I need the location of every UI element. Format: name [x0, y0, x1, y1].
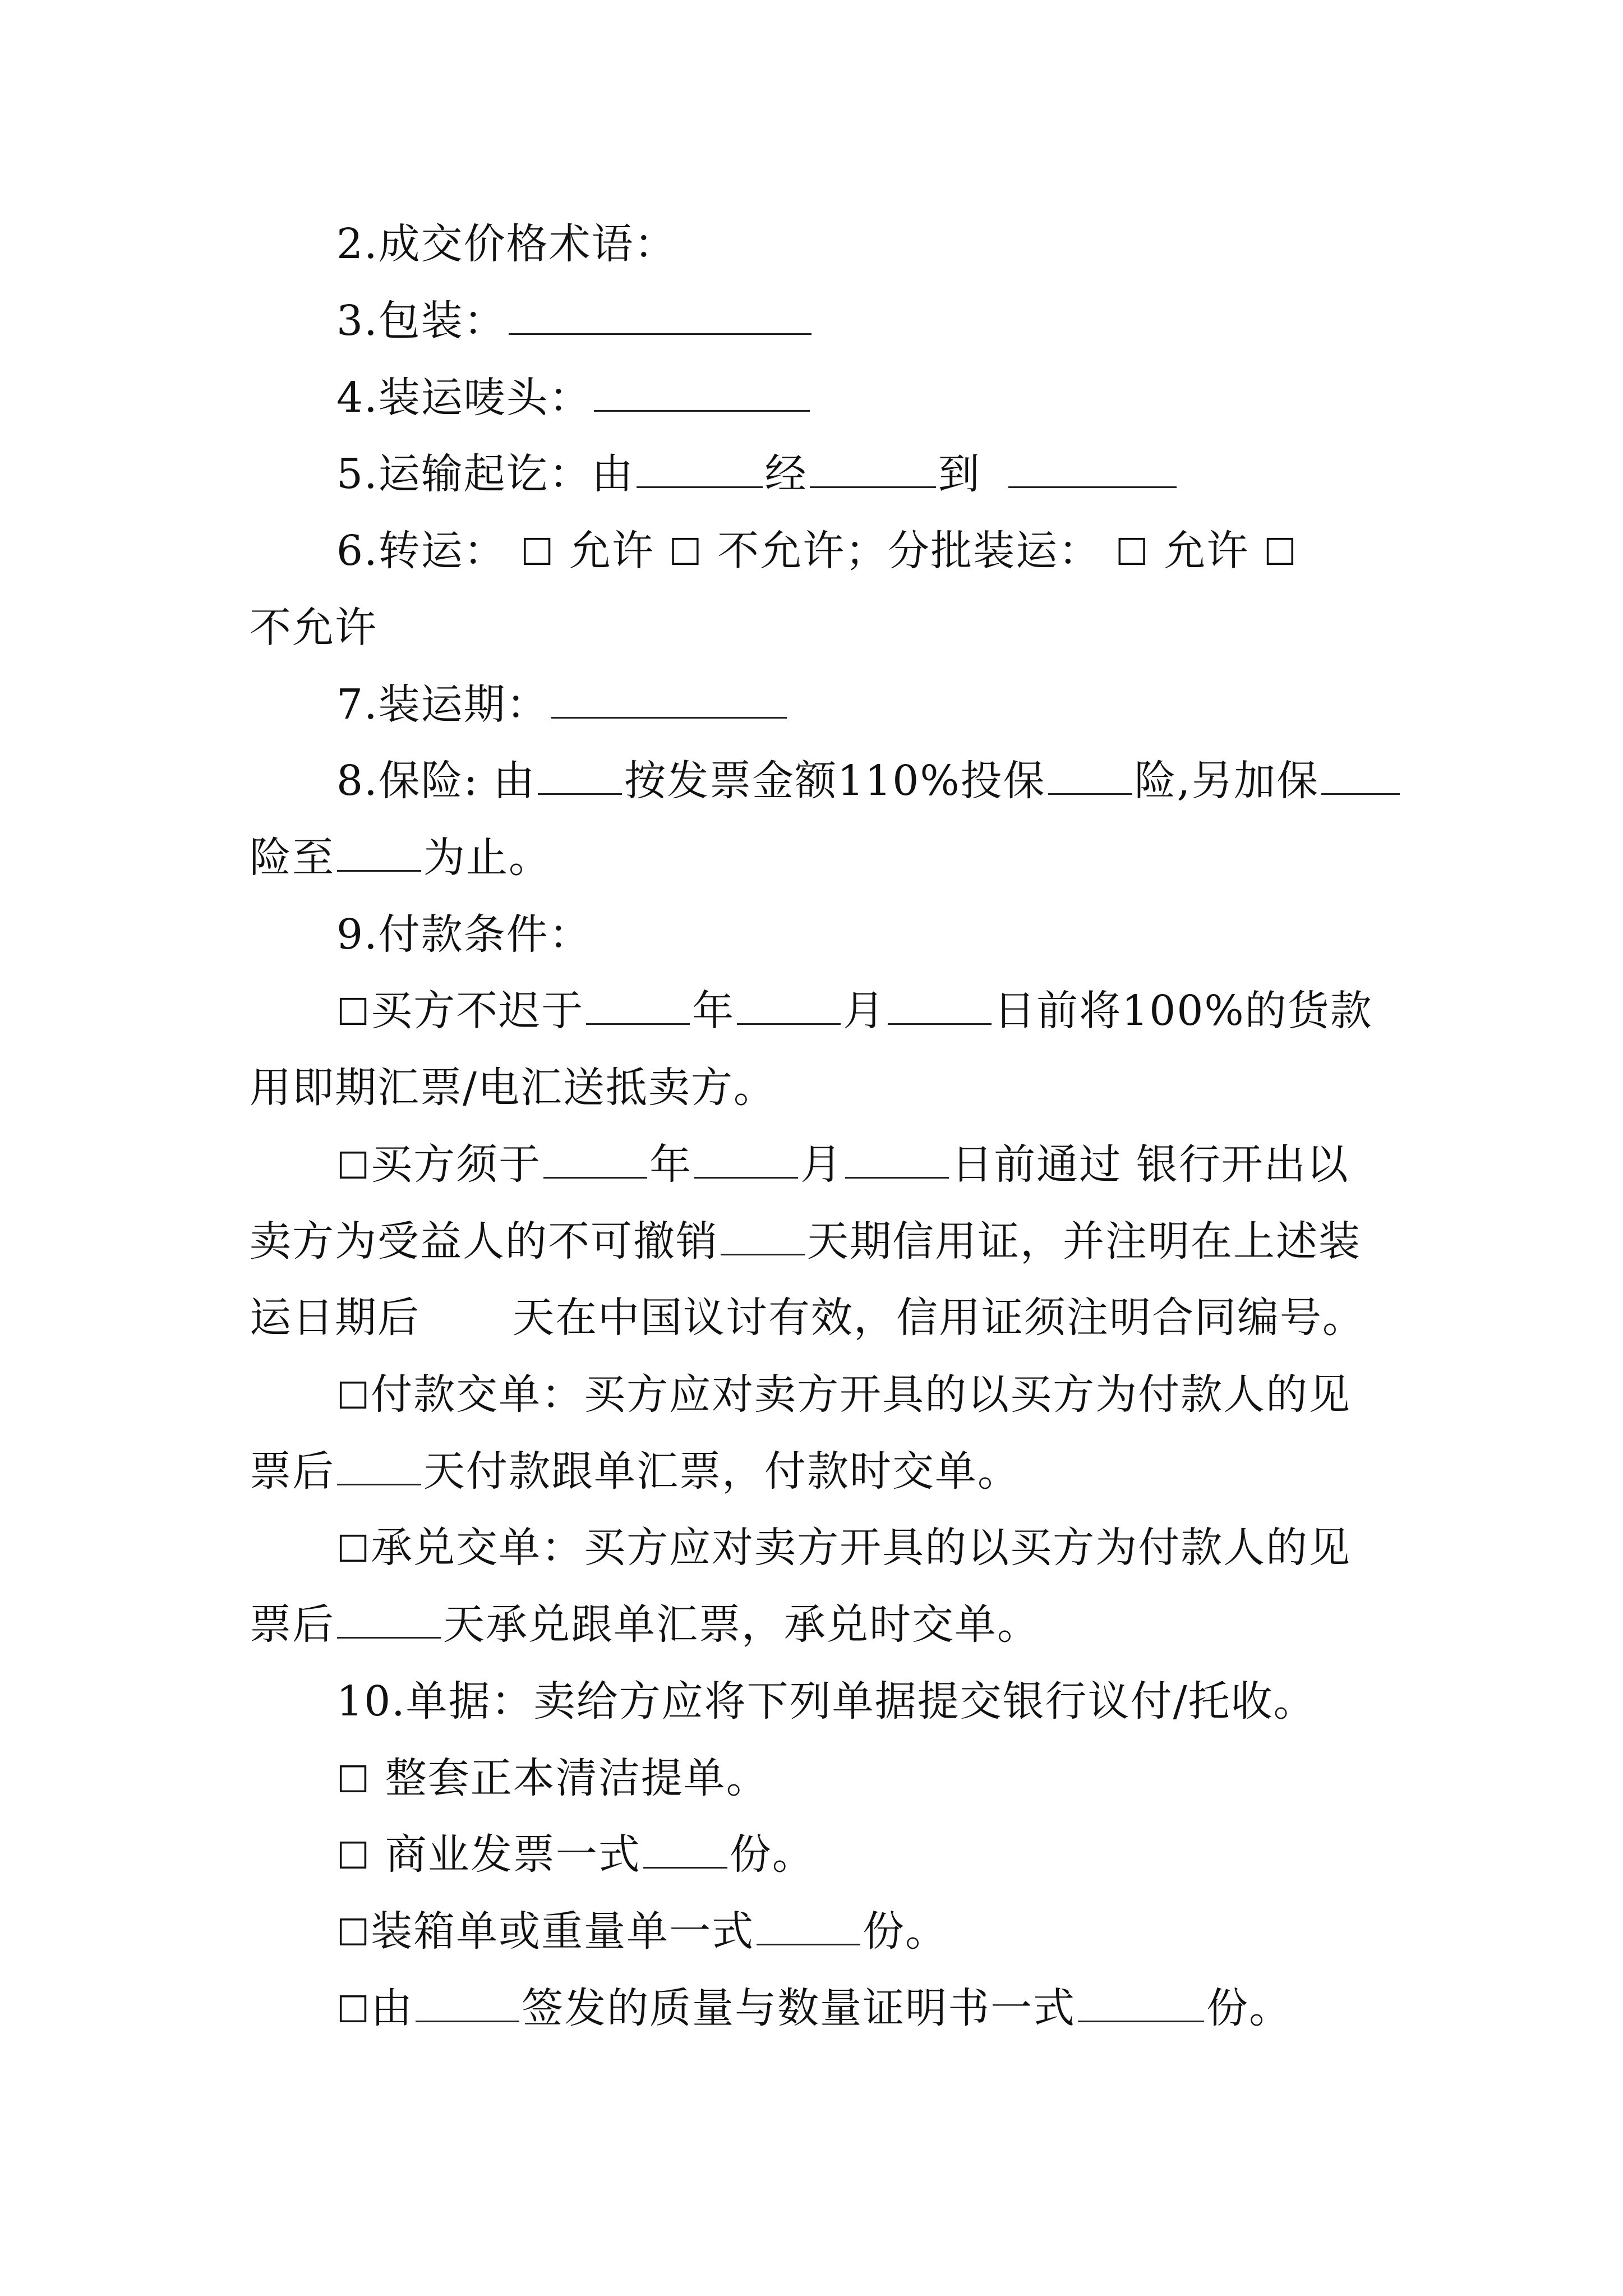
- payment-option-4-days-field[interactable]: [337, 1598, 441, 1639]
- payment-option-2-wrap-1: [250, 1213, 1361, 1269]
- transshipment-allowed-label: 允许: [569, 527, 654, 575]
- document-4-copies-field[interactable]: [1078, 1981, 1204, 2022]
- payment-option-2: [336, 1137, 1349, 1193]
- insurance-label: 8.保险:: [336, 757, 479, 805]
- payment-option-2-text: 买方须于: [371, 1140, 542, 1189]
- document-4-text-b: 签发的质量与数量证明书一式: [522, 1984, 1076, 2032]
- payment-option-1-month-label: 月: [843, 987, 886, 1035]
- payment-option-4: [336, 1520, 1351, 1576]
- payment-option-2-text-b: 日前通过 银行开出以: [951, 1140, 1349, 1189]
- document-4-checkbox[interactable]: ☐: [336, 1988, 371, 2031]
- item-insurance: [336, 753, 1402, 809]
- partial-shipment-label: ；分批装运：: [845, 527, 1101, 575]
- payment-option-3-wrap: [250, 1443, 1020, 1499]
- payment-option-4-wrap: [250, 1596, 1040, 1653]
- payment-option-3-text-b: 票后: [250, 1447, 335, 1496]
- insurance-end-label: 为止。: [423, 834, 551, 882]
- item-shipment-period: [336, 677, 789, 733]
- document-1-text: 整套正本清洁提单。: [385, 1754, 769, 1802]
- document-3-text: 装箱单或重量单一式: [371, 1907, 755, 1955]
- payment-option-3-checkbox[interactable]: ☐: [336, 1374, 371, 1418]
- item-marks: [336, 370, 812, 426]
- document-4: [336, 1980, 1292, 2036]
- payment-option-2-checkbox[interactable]: ☐: [336, 1144, 371, 1188]
- partial-not-allowed-checkbox[interactable]: ☐: [1263, 531, 1298, 574]
- payment-option-2-day-field[interactable]: [845, 1138, 949, 1179]
- packing-field[interactable]: [509, 294, 811, 335]
- insurance-until-field[interactable]: [337, 831, 421, 872]
- document-1-checkbox[interactable]: ☐: [336, 1758, 371, 1801]
- document-1: [336, 1750, 769, 1806]
- insurance-additional-field[interactable]: [1321, 754, 1400, 795]
- packing-label: 3.包装：: [336, 297, 506, 345]
- route-from-field[interactable]: [637, 447, 763, 488]
- marks-field[interactable]: [594, 371, 810, 412]
- documents-title: 10.单据：卖给方应将下列单据提交银行议付/托收。: [336, 1677, 1316, 1726]
- payment-option-2-text-d: 天期信用证，并注明在上述装: [807, 1217, 1361, 1266]
- insurance-basis-label: 按发票金额110%投保: [624, 757, 1046, 805]
- payment-option-4-text: 承兑交单：买方应对卖方开具的以买方为付款人的见: [371, 1524, 1352, 1572]
- payment-option-1-day-field[interactable]: [888, 984, 992, 1025]
- payment-option-1-text-c: 用即期汇票/电汇送抵卖方。: [250, 1064, 776, 1112]
- transshipment-not-allowed-label: 不允许: [717, 527, 846, 575]
- marks-label: 4.装运唛头：: [336, 374, 592, 422]
- insurance-risk-field[interactable]: [1048, 754, 1132, 795]
- item-price-term: [336, 216, 677, 272]
- payment-option-4-text-c: 天承兑跟单汇票，承兑时交单。: [443, 1600, 1040, 1649]
- payment-option-4-text-b: 票后: [250, 1600, 335, 1649]
- payment-option-2-text-f: 天在中国议讨有效，信用证须注明合同编号。: [513, 1294, 1365, 1342]
- payment-option-2-text-c: 卖方为受益人的不可撤销: [250, 1217, 718, 1266]
- payment-option-1-month-field[interactable]: [737, 984, 841, 1025]
- route-via-field[interactable]: [810, 447, 936, 488]
- document-4-issuer-field[interactable]: [416, 1981, 519, 2022]
- document-4-text-c: 份。: [1206, 1984, 1292, 2032]
- insurance-additional-label: 险,另加保: [1134, 757, 1320, 805]
- document-2-text: 商业发票一式: [385, 1830, 641, 1879]
- document-2-checkbox[interactable]: ☐: [336, 1834, 371, 1878]
- payment-option-2-month-label: 月: [800, 1140, 843, 1189]
- transshipment-not-allowed-checkbox[interactable]: ☐: [668, 531, 703, 574]
- payment-option-1-wrap: [250, 1060, 776, 1116]
- document-2: [336, 1826, 815, 1883]
- payment-option-1-checkbox[interactable]: ☐: [336, 991, 371, 1034]
- payment-option-2-year-field[interactable]: [543, 1138, 647, 1179]
- payment-option-3: [336, 1366, 1351, 1423]
- document-2-copies-field[interactable]: [643, 1828, 727, 1869]
- payment-option-2-wrap-2: [250, 1290, 1365, 1346]
- item-route: [336, 446, 1179, 502]
- route-label: 5.运输起讫：由: [336, 450, 634, 498]
- document-4-text: 由: [371, 1984, 414, 2032]
- item-documents: [336, 1673, 1316, 1729]
- item-packing: [336, 293, 814, 349]
- partial-allowed-label: 允许: [1164, 527, 1249, 575]
- document-3-text-b: 份。: [863, 1907, 948, 1955]
- payment-option-2-year-label: 年: [649, 1140, 693, 1189]
- transshipment-allowed-checkbox[interactable]: ☐: [520, 531, 555, 574]
- insurance-insurer-field[interactable]: [538, 754, 622, 795]
- payment-option-1-year-field[interactable]: [586, 984, 690, 1025]
- insurance-until-label: 险至: [250, 834, 335, 882]
- payment-option-3-days-field[interactable]: [337, 1444, 421, 1485]
- partial-not-allowed-label: 不允许: [250, 604, 377, 652]
- payment-option-1-year-label: 年: [692, 987, 735, 1035]
- payment-option-3-text: 付款交单：买方应对卖方开具的以买方为付款人的见: [371, 1370, 1352, 1419]
- item-transshipment: [336, 523, 1298, 579]
- document-3-checkbox[interactable]: ☐: [336, 1911, 371, 1954]
- item-transshipment-wrap: [250, 600, 377, 656]
- payment-option-3-text-c: 天付款跟单汇票，付款时交单。: [423, 1447, 1020, 1496]
- item-payment-terms: [336, 907, 592, 963]
- transshipment-label: 6.转运：: [336, 527, 506, 575]
- insurance-by-label: 由: [493, 757, 536, 805]
- payment-option-1: [336, 983, 1373, 1039]
- shipment-period-field[interactable]: [551, 678, 787, 719]
- payment-option-2-days-field[interactable]: [721, 1214, 805, 1255]
- payment-option-1-text: 买方不迟于: [371, 987, 584, 1035]
- route-to-field[interactable]: [1008, 447, 1177, 488]
- payment-option-1-text-b: 日前将100%的货款: [994, 987, 1373, 1035]
- payment-option-2-month-field[interactable]: [694, 1138, 798, 1179]
- partial-allowed-checkbox[interactable]: ☐: [1115, 531, 1150, 574]
- route-via-label: 经: [764, 450, 808, 498]
- document-2-text-b: 份。: [729, 1830, 815, 1879]
- shipment-period-label: 7.装运期：: [336, 680, 549, 729]
- document-3: [336, 1903, 948, 1959]
- payment-terms-label: 9.付款条件：: [336, 910, 592, 959]
- document-3-copies-field[interactable]: [757, 1904, 860, 1945]
- payment-option-2-text-e: 运日期后: [250, 1294, 420, 1342]
- item-insurance-wrap: [250, 830, 551, 886]
- route-to-label: 到: [938, 450, 981, 498]
- payment-option-4-checkbox[interactable]: ☐: [336, 1527, 371, 1571]
- price-term-label: 2.成交价格术语：: [336, 220, 677, 268]
